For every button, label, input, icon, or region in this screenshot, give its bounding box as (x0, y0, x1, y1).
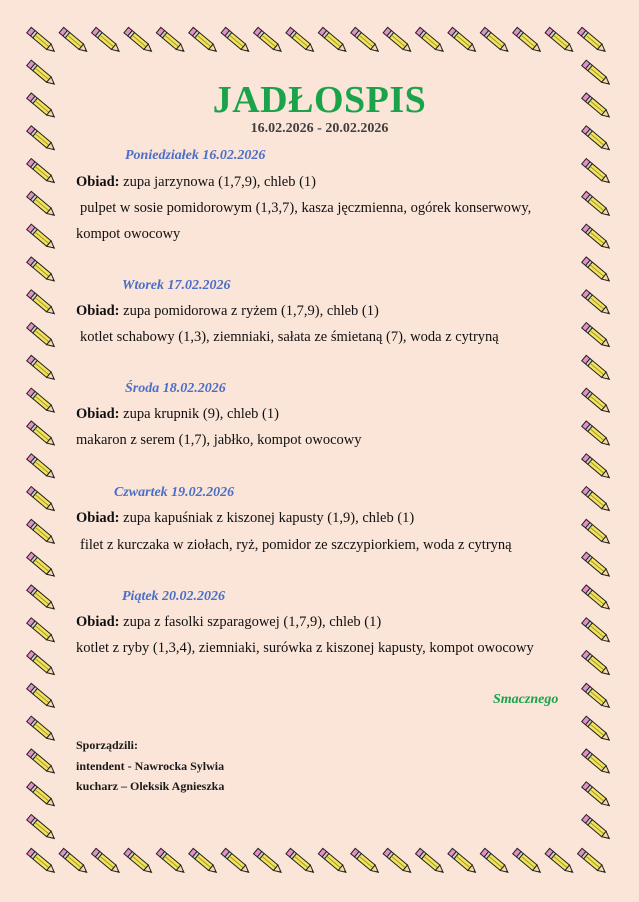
pencil-icon (27, 454, 58, 481)
pencil-icon (582, 618, 613, 645)
pencil-icon (27, 290, 58, 317)
pencil-icon (480, 848, 511, 875)
dish-line: filet z kurczaka w ziołach, ryż, pomidor ze szczypiorkiem, woda z cytryną (80, 537, 512, 553)
obiad-line-thursday (76, 510, 414, 527)
pencil-icon (27, 224, 58, 251)
obiad-label: Obiad: (76, 174, 120, 190)
pencil-icon (27, 585, 58, 612)
pencil-icon (383, 848, 414, 875)
pencil-icon (27, 683, 58, 710)
pencil-icon (156, 848, 187, 875)
pencil-icon (582, 257, 613, 284)
pencil-icon (27, 519, 58, 546)
signature-kucharz: kucharz – Oleksik Agnieszka (76, 779, 225, 793)
obiad-label: Obiad: (76, 303, 120, 319)
pencil-icon (582, 388, 613, 415)
pencil-icon (582, 815, 613, 842)
pencil-icon (416, 848, 447, 875)
pencil-icon (27, 323, 58, 350)
pencil-icon (27, 487, 58, 514)
day-heading-friday: Piątek 20.02.2026 (122, 589, 226, 604)
pencil-icon (582, 159, 613, 186)
pencil-icon (513, 27, 544, 54)
pencil-icon (582, 355, 613, 382)
pencil-icon (545, 848, 576, 875)
pencil-icon (27, 159, 58, 186)
pencil-icon (582, 651, 613, 678)
pencil-icon (480, 27, 511, 54)
pencil-icon (286, 27, 317, 54)
obiad-label: Obiad: (76, 406, 120, 422)
pencil-icon (383, 27, 414, 54)
pencil-icon (59, 27, 90, 54)
pencil-icon (189, 27, 220, 54)
soup-text: zupa pomidorowa z ryżem (1,7,9), chleb (1) (119, 303, 379, 319)
pencil-icon (27, 618, 58, 645)
obiad-line-friday (76, 614, 381, 631)
closing-text: Smacznego (493, 692, 559, 707)
pencil-icon (27, 749, 58, 776)
obiad-line-wednesday (76, 406, 279, 423)
dish-line: kompot owocowy (76, 226, 181, 242)
day-heading-thursday: Czwartek 19.02.2026 (114, 485, 235, 500)
soup-text: zupa z fasolki szparagowej (1,7,9), chleb (1) (119, 614, 382, 630)
pencil-icon (286, 848, 317, 875)
pencil-icon (582, 749, 613, 776)
day-heading-tuesday: Wtorek 17.02.2026 (122, 278, 231, 293)
obiad-label: Obiad: (76, 614, 120, 630)
pencil-icon (582, 421, 613, 448)
pencil-icon (513, 848, 544, 875)
pencil-icon (582, 519, 613, 546)
pencil-icon (59, 848, 90, 875)
dish-line: pulpet w sosie pomidorowym (1,3,7), kasza jęczmienna, ogórek konserwowy, (80, 200, 532, 216)
pencil-icon (582, 585, 613, 612)
pencil-icon (27, 552, 58, 579)
pencil-icon (254, 848, 285, 875)
pencil-icon (582, 224, 613, 251)
pencil-icon (582, 782, 613, 809)
pencil-icon (27, 27, 58, 54)
soup-text: zupa krupnik (9), chleb (1) (119, 406, 279, 422)
pencil-icon (92, 848, 123, 875)
pencil-icon (578, 27, 609, 54)
obiad-line-monday (76, 174, 316, 191)
pencil-icon (318, 848, 349, 875)
pencil-icon (189, 848, 220, 875)
pencil-icon (318, 27, 349, 54)
soup-text: zupa kapuśniak z kiszonej kapusty (1,9), chleb (1) (119, 510, 415, 526)
pencil-icon (124, 27, 155, 54)
pencil-icon (416, 27, 447, 54)
pencil-icon (351, 848, 382, 875)
signature-intendent: intendent - Nawrocka Sylwia (76, 759, 225, 773)
dish-line: makaron z serem (1,7), jabłko, kompot owocowy (76, 432, 362, 448)
pencil-icon (27, 651, 58, 678)
dish-line: kotlet schabowy (1,3), ziemniaki, sałata ze śmietaną (7), woda z cytryną (80, 329, 499, 345)
pencil-icon (27, 848, 58, 875)
pencil-icon (582, 552, 613, 579)
pencil-icon (578, 848, 609, 875)
pencil-icon (582, 290, 613, 317)
pencil-icon (351, 27, 382, 54)
day-heading-monday: Poniedziałek 16.02.2026 (125, 148, 266, 163)
pencil-icon (448, 27, 479, 54)
obiad-label: Obiad: (76, 510, 120, 526)
pencil-icon (124, 848, 155, 875)
pencil-icon (582, 683, 613, 710)
day-heading-wednesday: Środa 18.02.2026 (125, 381, 226, 396)
pencil-icon (582, 716, 613, 743)
pencil-icon (156, 27, 187, 54)
pencil-icon (254, 27, 285, 54)
pencil-icon (27, 191, 58, 218)
pencil-icon (27, 782, 58, 809)
pencil-icon (582, 191, 613, 218)
pencil-icon (448, 848, 479, 875)
dish-line: kotlet z ryby (1,3,4), ziemniaki, surówka z kiszonej kapusty, kompot owocowy (76, 640, 534, 656)
pencil-icon (92, 27, 123, 54)
pencil-icon (27, 388, 58, 415)
pencil-icon (221, 848, 252, 875)
pencil-icon (582, 487, 613, 514)
page-title: JADŁOSPIS (212, 79, 427, 121)
signature-label: Sporządzili: (76, 738, 138, 752)
pencil-icon (582, 454, 613, 481)
pencil-icon (221, 27, 252, 54)
pencil-icon (545, 27, 576, 54)
pencil-icon (27, 257, 58, 284)
pencil-icon (27, 421, 58, 448)
pencil-icon (27, 355, 58, 382)
date-range: 16.02.2026 - 20.02.2026 (250, 121, 389, 136)
pencil-icon (582, 323, 613, 350)
pencil-icon (27, 716, 58, 743)
obiad-line-tuesday (76, 303, 379, 320)
pencil-icon (27, 815, 58, 842)
soup-text: zupa jarzynowa (1,7,9), chleb (1) (119, 174, 316, 190)
